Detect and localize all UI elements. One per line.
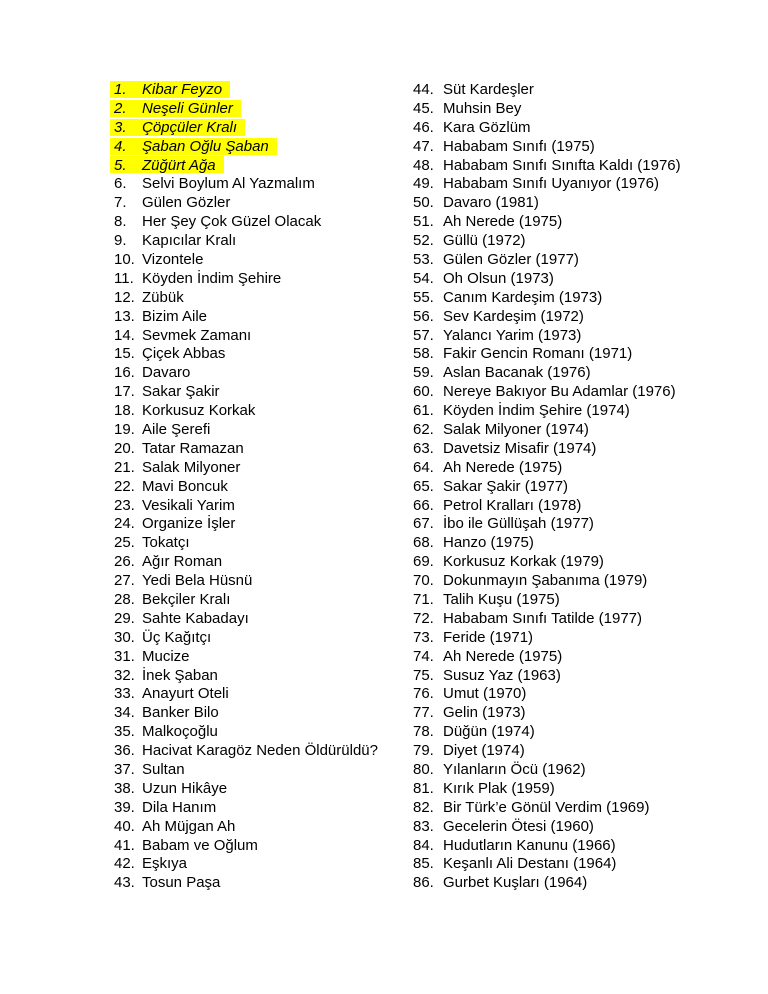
item-title: Anayurt Oteli: [142, 685, 229, 703]
item-number: 79.: [413, 742, 434, 760]
list-item: [114, 307, 207, 326]
item-number: 86.: [413, 874, 434, 892]
list-item: [114, 439, 244, 458]
item-number: 15.: [114, 345, 135, 363]
list-item: [413, 477, 568, 496]
item-title: Mucize: [142, 647, 190, 665]
item-title: Tokatçı: [142, 534, 190, 552]
item-title: Keşanlı Ali Destanı (1964): [443, 855, 617, 873]
item-number: 27.: [114, 572, 135, 590]
item-title: Dokunmayın Şabanıma (1979): [443, 572, 648, 590]
item-title: Köyden İndim Şehire: [142, 269, 282, 287]
item-number: 67.: [413, 515, 434, 533]
item-number: 8.: [114, 213, 127, 231]
list-item: [413, 873, 587, 892]
item-number: 41.: [114, 836, 135, 854]
list-item: [114, 326, 251, 345]
item-title: Gecelerin Ötesi (1960): [443, 817, 594, 835]
item-number: 75.: [413, 666, 434, 684]
list-item: [413, 439, 596, 458]
list-item: [413, 722, 535, 741]
list-item: [413, 118, 531, 137]
item-number: 53.: [413, 250, 434, 268]
item-number: 31.: [114, 647, 135, 665]
item-number: 25.: [114, 534, 135, 552]
list-item-highlighted: [110, 137, 277, 156]
item-title: Babam ve Oğlum: [142, 836, 258, 854]
list-item: [114, 609, 249, 628]
list-item: [114, 514, 235, 533]
item-title: Gurbet Kuşları (1964): [443, 874, 588, 892]
item-title: Uzun Hikâye: [142, 779, 228, 797]
item-title: Dila Hanım: [142, 798, 217, 816]
list-item: [114, 344, 225, 363]
list-item: [413, 533, 534, 552]
item-title: Düğün (1974): [443, 723, 535, 741]
list-item: [413, 174, 659, 193]
item-title: Güllü (1972): [443, 232, 526, 250]
item-number: 30.: [114, 628, 135, 646]
item-number: 52.: [413, 232, 434, 250]
item-number: 14.: [114, 326, 135, 344]
item-title: Tosun Paşa: [142, 874, 221, 892]
list-item: [413, 363, 591, 382]
item-number: 58.: [413, 345, 434, 363]
item-number: 23.: [114, 496, 135, 514]
item-number: 62.: [413, 420, 434, 438]
item-title: Bir Türk’e Gönül Verdim (1969): [443, 798, 650, 816]
item-title: Mavi Boncuk: [142, 477, 228, 495]
list-item: [114, 212, 321, 231]
list-item: [413, 99, 521, 118]
list-item: [413, 193, 539, 212]
item-number: 39.: [114, 798, 135, 816]
list-item: [114, 269, 281, 288]
item-title: Yılanların Öcü (1962): [443, 761, 586, 778]
item-title: Tatar Ramazan: [142, 439, 244, 457]
list-item: [413, 779, 555, 798]
item-title: Fakir Gencin Romanı (1971): [443, 345, 633, 363]
item-number: 3.: [114, 118, 127, 136]
item-title: Banker Bilo: [142, 704, 219, 722]
item-title: Şaban Oğlu Şaban: [142, 137, 269, 155]
list-item: [114, 760, 185, 779]
item-number: 2.: [114, 99, 127, 117]
item-title: Hababam Sınıfı Uyanıyor (1976): [443, 175, 659, 193]
item-title: Talih Kuşu (1975): [443, 590, 560, 608]
list-item: [413, 288, 602, 307]
item-title: Vesikali Yarim: [142, 496, 235, 514]
list-item: [114, 685, 229, 704]
item-number: 13.: [114, 307, 135, 325]
item-number: 44.: [413, 80, 434, 98]
item-number: 77.: [413, 704, 434, 722]
list-item: [114, 382, 220, 401]
list-item: [114, 496, 235, 515]
list-item: [114, 855, 187, 874]
item-title: Hababam Sınıfı Sınıfta Kaldı (1976): [443, 156, 681, 174]
item-number: 28.: [114, 590, 135, 608]
item-number: 74.: [413, 647, 434, 665]
list-item: [114, 817, 235, 836]
item-title: Korkusuz Korkak: [142, 402, 256, 420]
item-title: Salak Milyoner (1974): [443, 420, 589, 438]
item-title: Çiçek Abbas: [142, 345, 226, 363]
item-title: Ah Müjgan Ah: [142, 817, 236, 835]
list-item: [114, 533, 190, 552]
item-title: Sakar Şakir: [142, 383, 220, 401]
item-title: Gelin (1973): [443, 704, 526, 722]
list-item: [413, 514, 594, 533]
item-number: 26.: [114, 553, 135, 571]
list-item: [413, 666, 561, 685]
list-item: [114, 779, 227, 798]
item-title: Zübük: [142, 288, 184, 306]
item-title: Yedi Bela Hüsnü: [142, 572, 253, 590]
item-title: Malkoçoğlu: [142, 723, 218, 741]
item-number: 12.: [114, 288, 135, 306]
list-item: [413, 703, 526, 722]
item-title: Oh Olsun (1973): [443, 269, 554, 287]
list-item: [413, 401, 630, 420]
item-number: 48.: [413, 156, 434, 174]
item-title: Üç Kağıtçı: [142, 628, 212, 646]
item-title: Aile Şerefi: [142, 420, 211, 438]
list-item: [413, 590, 560, 609]
item-number: 1.: [114, 80, 127, 98]
item-title: Ağır Roman: [142, 553, 223, 571]
list-item: [114, 363, 190, 382]
item-number: 21.: [114, 458, 135, 476]
item-title: Davetsiz Misafir (1974): [443, 439, 597, 457]
list-item: [413, 609, 642, 628]
list-item: [114, 288, 184, 307]
list-item: [114, 401, 255, 420]
list-item: [413, 458, 562, 477]
item-title: Sahte Kabadayı: [142, 609, 249, 627]
list-item: [413, 571, 647, 590]
item-title: Yalancı Yarim (1973): [443, 326, 582, 344]
item-number: 19.: [114, 420, 135, 438]
item-title: Çöpçüler Kralı: [142, 118, 238, 136]
list-item: [114, 552, 222, 571]
item-title: Salak Milyoner: [142, 458, 241, 476]
item-title: Susuz Yaz (1963): [443, 666, 561, 684]
item-title: Feride (1971): [443, 628, 534, 646]
item-title: Sevmek Zamanı: [142, 326, 252, 344]
item-title: Sev Kardeşim (1972): [443, 307, 584, 325]
list-item: [114, 836, 258, 855]
list-item: [114, 420, 210, 439]
item-number: 9.: [114, 232, 127, 250]
list-item-highlighted: [110, 118, 245, 137]
item-number: 24.: [114, 515, 135, 533]
item-number: 46.: [413, 118, 434, 136]
list-item: [413, 741, 525, 760]
item-number: 57.: [413, 326, 434, 344]
item-number: 51.: [413, 213, 434, 231]
item-number: 22.: [114, 477, 135, 495]
item-title: Eşkıya: [142, 855, 188, 873]
item-number: 36.: [114, 742, 135, 760]
item-title: Canım Kardeşim (1973): [443, 288, 603, 306]
list-item: [413, 344, 632, 363]
item-title: Organize İşler: [142, 515, 236, 533]
list-item: [114, 571, 252, 590]
movie-list-column-right: [413, 80, 681, 892]
item-title: Muhsin Bey: [443, 99, 522, 117]
list-item: [114, 741, 378, 760]
list-item: [114, 231, 236, 250]
item-title: Umut (1970): [443, 685, 527, 703]
list-item: [114, 477, 228, 496]
item-number: 78.: [413, 723, 434, 741]
list-item: [114, 873, 220, 892]
list-item: [114, 458, 240, 477]
item-title: Bekçiler Kralı: [142, 590, 231, 608]
item-title: Nereye Bakıyor Bu Adamlar (1976): [443, 383, 676, 401]
list-item: [413, 212, 562, 231]
item-number: 5.: [114, 156, 127, 174]
item-title: Kapıcılar Kralı: [142, 232, 237, 250]
item-number: 80.: [413, 761, 434, 778]
item-title: İbo ile Güllüşah (1977): [443, 515, 594, 533]
list-item: [413, 685, 526, 704]
item-number: 34.: [114, 704, 135, 722]
list-item: [413, 80, 534, 99]
list-item: [114, 647, 190, 666]
item-number: 10.: [114, 250, 135, 268]
list-item: [413, 760, 586, 779]
list-item: [413, 231, 526, 250]
list-item-highlighted: [110, 99, 241, 118]
item-number: 35.: [114, 723, 135, 741]
item-number: 72.: [413, 609, 434, 627]
list-item: [413, 307, 584, 326]
item-number: 84.: [413, 836, 434, 854]
item-title: Hababam Sınıfı (1975): [443, 137, 595, 155]
item-number: 81.: [413, 779, 434, 797]
item-number: 42.: [114, 855, 135, 873]
item-number: 61.: [413, 402, 434, 420]
list-item: [413, 496, 581, 515]
item-title: Davaro: [142, 364, 191, 382]
list-item: [413, 647, 562, 666]
item-number: 11.: [114, 269, 134, 287]
list-item: [114, 628, 211, 647]
list-item: [114, 193, 230, 212]
item-number: 43.: [114, 874, 135, 892]
item-title: Kırık Plak (1959): [443, 779, 555, 797]
item-title: Hanzo (1975): [443, 534, 534, 552]
item-number: 68.: [413, 534, 434, 552]
item-title: Hudutların Kanunu (1966): [443, 836, 616, 854]
item-title: Kibar Feyzo: [142, 80, 223, 98]
item-number: 32.: [114, 666, 135, 684]
item-title: Davaro (1981): [443, 194, 539, 212]
item-number: 76.: [413, 685, 434, 703]
movie-list-column-left: [114, 80, 378, 892]
item-number: 33.: [114, 685, 135, 703]
item-number: 4.: [114, 137, 127, 155]
item-title: Kara Gözlüm: [443, 118, 531, 136]
list-item-highlighted: [110, 80, 230, 99]
item-number: 55.: [413, 288, 434, 306]
list-item: [413, 326, 581, 345]
item-number: 17.: [114, 383, 135, 401]
item-number: 73.: [413, 628, 434, 646]
item-title: Bizim Aile: [142, 307, 208, 325]
list-item: [413, 817, 594, 836]
item-number: 18.: [114, 402, 135, 420]
list-item: [413, 836, 616, 855]
item-number: 66.: [413, 496, 434, 514]
item-title: Her Şey Çok Güzel Olacak: [142, 213, 322, 231]
item-title: Ah Nerede (1975): [443, 647, 563, 665]
item-number: 49.: [413, 175, 434, 193]
list-item: [413, 156, 681, 175]
list-item: [114, 250, 203, 269]
item-number: 56.: [413, 307, 434, 325]
item-number: 20.: [114, 439, 135, 457]
list-item: [114, 666, 218, 685]
list-item: [114, 722, 218, 741]
list-item: [413, 628, 533, 647]
item-number: 59.: [413, 364, 434, 382]
item-number: 29.: [114, 609, 135, 627]
item-number: 65.: [413, 477, 434, 495]
item-number: 50.: [413, 194, 434, 212]
item-title: Aslan Bacanak (1976): [443, 364, 591, 382]
item-title: Gülen Gözler: [142, 194, 231, 212]
item-number: 85.: [413, 855, 434, 873]
item-title: Selvi Boylum Al Yazmalım: [142, 175, 315, 193]
list-item: [114, 798, 216, 817]
list-item: [114, 174, 315, 193]
item-number: 6.: [114, 175, 127, 193]
item-title: Ah Nerede (1975): [443, 458, 563, 476]
item-number: 64.: [413, 458, 434, 476]
item-title: Köyden İndim Şehire (1974): [443, 402, 630, 420]
item-title: Hababam Sınıfı Tatilde (1977): [443, 609, 643, 627]
item-number: 7.: [114, 194, 127, 212]
list-item: [114, 590, 230, 609]
item-title: İnek Şaban: [142, 666, 218, 684]
item-number: 70.: [413, 572, 434, 590]
item-title: Züğürt Ağa: [142, 156, 216, 174]
item-number: 63.: [413, 439, 434, 457]
list-item: [413, 552, 604, 571]
item-number: 45.: [413, 99, 434, 117]
item-title: Sultan: [142, 761, 185, 778]
item-title: Vizontele: [142, 250, 204, 268]
item-title: Ah Nerede (1975): [443, 213, 563, 231]
item-title: Gülen Gözler (1977): [443, 250, 579, 268]
list-item: [413, 250, 579, 269]
item-number: 83.: [413, 817, 434, 835]
item-number: 38.: [114, 779, 135, 797]
item-number: 71.: [413, 590, 434, 608]
item-title: Petrol Kralları (1978): [443, 496, 582, 514]
list-item: [413, 855, 616, 874]
item-number: 82.: [413, 798, 434, 816]
list-item: [413, 798, 649, 817]
item-title: Süt Kardeşler: [443, 80, 534, 98]
item-title: Korkusuz Korkak (1979): [443, 553, 604, 571]
list-item: [114, 703, 219, 722]
item-number: 16.: [114, 364, 135, 382]
item-title: Hacivat Karagöz Neden Öldürüldü?: [142, 742, 378, 760]
item-number: 47.: [413, 137, 434, 155]
item-number: 54.: [413, 269, 434, 287]
item-title: Neşeli Günler: [142, 99, 233, 117]
item-title: Diyet (1974): [443, 742, 525, 760]
list-item: [413, 137, 595, 156]
list-item: [413, 420, 589, 439]
list-item: [413, 382, 676, 401]
item-title: Sakar Şakir (1977): [443, 477, 569, 495]
item-number: 37.: [114, 761, 135, 778]
item-number: 60.: [413, 383, 434, 401]
item-number: 69.: [413, 553, 434, 571]
item-number: 40.: [114, 817, 135, 835]
list-item: [413, 269, 554, 288]
list-item-highlighted: [110, 156, 224, 175]
